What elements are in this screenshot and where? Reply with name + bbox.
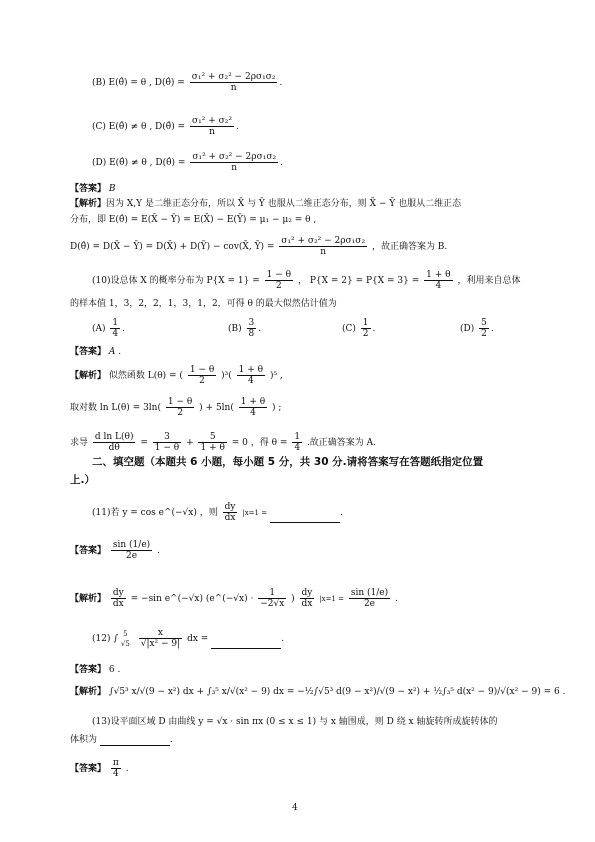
q13-stem-line-2 (70, 734, 173, 746)
q10-option-b: (B) $\frac{3}{8}$ . (228, 318, 262, 339)
text: = 0 ，得 θ = (231, 438, 288, 448)
text: . (339, 508, 343, 518)
numerator: dy (224, 502, 236, 512)
text: . (169, 735, 173, 745)
q10-stem-line-1 (92, 270, 520, 291)
analysis-fraction (279, 236, 367, 257)
analysis-tag: 【解析】 (70, 199, 107, 209)
q11-answer (70, 540, 160, 561)
fraction (349, 588, 390, 609)
numerator: x (157, 628, 163, 638)
answer-value: A . (108, 347, 122, 357)
denominator: n (279, 246, 367, 257)
q9-option-b-fraction (190, 72, 278, 93)
option-label: (A) (92, 324, 106, 334)
denominator: 4 (294, 443, 301, 453)
text: = (140, 438, 148, 448)
denominator: dθ (93, 442, 136, 453)
fraction (111, 540, 152, 561)
q10-answer (70, 346, 121, 358)
numerator: σ₁² + σ₂² (191, 116, 232, 126)
fraction (198, 432, 226, 453)
numerator: 1 (269, 588, 276, 598)
q9-analysis-line-2: 分布，即 E(θ̂) = E(X̄ − Ȳ) = E(X̄) − E(Ȳ) = μ₁ − μ₂ = θ , (70, 215, 317, 225)
text: )⁵ , (269, 371, 283, 381)
numerator: 5 (481, 318, 487, 328)
q11-analysis (70, 588, 398, 609)
text: )³( (221, 371, 232, 381)
fraction (258, 588, 286, 609)
q10-analysis-line-2 (70, 397, 281, 418)
text: |x=1 = (242, 509, 268, 517)
q13-answer (70, 758, 129, 779)
answer-value: B (108, 184, 116, 194)
numerator: sin (1/e) (350, 588, 389, 598)
q9-option-b: (B) E(θ̂) = θ , D(θ̂) = $\frac{\text{σ₁² + σ₂² − 2ρσ₁σ₂}}{n}$ . (92, 72, 283, 93)
q10-option-a: (A) $\frac{1}{4}$ . (92, 318, 126, 339)
stem-part: ，利用来自总体 (457, 276, 521, 286)
stem-part: ， P{X = 2} = P{X = 3} = (297, 276, 420, 286)
text: 体积为 (70, 735, 98, 745)
denominator: 4 (239, 407, 267, 418)
denominator: 1 − θ (154, 443, 180, 453)
q9-option-b-left: (B) E(θ̂) = θ , D(θ̂) = (92, 78, 185, 88)
denominator: n (190, 162, 278, 173)
numerator: 5 (209, 432, 216, 442)
text: .故正确答案为 A. (306, 438, 377, 448)
fraction (292, 432, 302, 453)
numerator: 1 (112, 318, 119, 328)
fraction (139, 628, 182, 649)
numerator: π (112, 758, 119, 768)
option-label: (D) (460, 324, 475, 334)
q9-analysis-line-3 (70, 236, 447, 257)
text: (11)若 y = cos e^(−√x) ，则 (92, 508, 218, 518)
analysis-text: ∫√5³ x/√(9 − x²) dx + ∫₃⁵ x/√(x² − 9) dx = −½∫√5³ d(9 − x²)/√(9 − x²) + ½∫₃⁵ d(x² − 9)/√(x² − 9) = 6 . (108, 687, 566, 697)
text: 取对数 ln L(θ) = 3ln( (70, 403, 161, 413)
fraction (237, 365, 265, 386)
denominator: dx (300, 598, 315, 609)
q9-option-d-left: (D) E(θ̂) ≠ θ , D(θ̂) = (92, 158, 186, 168)
fraction (111, 758, 121, 779)
numerator: 1 + θ (238, 365, 264, 375)
q11-stem (92, 502, 343, 523)
numerator: 1 + θ (240, 397, 266, 407)
analysis-right: ，故正确答案为 B. (371, 242, 448, 252)
answer-blank[interactable] (270, 513, 340, 523)
numerator: 1 − θ (167, 397, 193, 407)
text: 似然函数 L(θ) = ( (108, 371, 183, 381)
answer-tag: 【答案】 (70, 665, 107, 675)
denominator: 2 (265, 280, 293, 291)
option-fraction (110, 318, 120, 339)
option-fraction (479, 318, 489, 339)
numerator: 3 (164, 432, 170, 442)
q9-analysis-line-1 (70, 198, 461, 210)
q9-option-c-left: (C) E(θ̂) ≠ θ , D(θ̂) = (92, 122, 186, 132)
numerator: 1 (294, 432, 301, 442)
section-heading-cont: 上.） (70, 474, 95, 486)
text: . (125, 764, 129, 774)
q9-option-c: (C) E(θ̂) ≠ θ , D(θ̂) = $\frac{\text{σ₁² + σ₂²}}{n}$ . (92, 116, 239, 137)
denominator: −2√x (260, 599, 285, 609)
text: . (395, 594, 398, 604)
q12-analysis (70, 686, 565, 698)
denominator: n (190, 126, 234, 137)
q9-option-d: (D) E(θ̂) ≠ θ , D(θ̂) = $\frac{\text{σ₁² + σ₂² − 2ρσ₁σ₂}}{n}$ . (92, 152, 283, 173)
q10-stem-line-2: 的样本值 1，3，2，2，1，3，1，2，可得 θ 的最大似然估计值为 (70, 299, 337, 309)
numerator: 1 + θ (426, 270, 451, 280)
answer-blank[interactable] (100, 736, 170, 746)
q9-option-c-fraction (190, 116, 234, 137)
q13-stem-line-1: (13)设平面区域 D 由曲线 y = √x · sin πx (0 ≤ x ≤ 1) 与 x 轴围成，则 D 绕 x 轴旋转所成旋转体的 (92, 717, 498, 727)
text: = −sin e^(−√x) (e^(−√x) · (130, 594, 254, 604)
q12-answer (70, 664, 120, 676)
numerator: 3 (248, 318, 255, 328)
denominator: 4 (237, 375, 265, 386)
q10-fraction-1 (265, 270, 293, 291)
fraction (239, 397, 267, 418)
denominator: 2e (111, 550, 152, 561)
denominator: dx (111, 598, 126, 609)
answer-tag: 【答案】 (70, 764, 107, 774)
fraction (153, 432, 181, 453)
numerator: 1 − θ (189, 365, 215, 375)
numerator: σ₁² + σ₂² − 2ρσ₁σ₂ (281, 236, 366, 246)
integral-limits (119, 629, 132, 649)
denominator: dx (223, 512, 238, 523)
text: ) + 5ln( (199, 403, 234, 413)
q12-stem (92, 628, 284, 649)
analysis-tag: 【解析】 (70, 594, 107, 604)
numerator: 1 (362, 318, 369, 328)
fraction (166, 397, 194, 418)
lower-limit: √5 (120, 639, 130, 648)
text: |x=1 = (319, 595, 344, 603)
section-heading: 二、填空题（本题共 6 小题，每小题 5 分，共 30 分.请将答案写在答题纸指定位置 (92, 456, 484, 468)
text: (12) ∫ (92, 634, 119, 644)
q10-option-c: (C) $\frac{1}{2}$ . (342, 318, 376, 339)
denominator: 2 (166, 407, 194, 418)
numerator: dy (301, 588, 313, 598)
answer-tag: 【答案】 (70, 546, 107, 556)
numerator: sin (1/e) (112, 540, 151, 550)
fraction (188, 365, 216, 386)
fraction (223, 502, 238, 523)
denominator: 4 (424, 280, 452, 291)
denominator: √|x² − 9| (140, 639, 181, 649)
page-number: 4 (292, 803, 298, 813)
text: ) ; (272, 403, 282, 413)
analysis-tag: 【解析】 (70, 371, 107, 381)
numerator: σ₁² + σ₂² − 2ρσ₁σ₂ (191, 72, 276, 82)
denominator: 4 (112, 329, 119, 339)
option-fraction (361, 318, 371, 339)
denominator: 4 (111, 768, 121, 779)
denominator: 2e (349, 598, 390, 609)
denominator: 2 (362, 329, 369, 339)
option-fraction (247, 318, 257, 339)
answer-blank[interactable] (211, 639, 281, 649)
stem-part: (10)设总体 X 的概率分布为 P{X = 1} = (92, 276, 260, 286)
text: . (157, 546, 160, 556)
analysis-left: D(θ̂) = D(X̄ − Ȳ) = D(X̄) + D(Ȳ) − cov(X̄, Ȳ) = (70, 242, 275, 252)
q10-option-d: (D) $\frac{5}{2}$ . (460, 318, 494, 339)
text: + (186, 438, 194, 448)
text: . (281, 634, 285, 644)
text: ) (291, 594, 295, 604)
q10-analysis-line-1 (70, 365, 283, 386)
answer-value: 6 . (108, 665, 121, 675)
denominator: 2 (481, 329, 487, 339)
denominator: 1 + θ (200, 443, 225, 453)
q9-option-d-fraction (190, 152, 278, 173)
text: dx = (187, 634, 209, 644)
answer-tag: 【答案】 (70, 184, 107, 194)
q10-analysis-line-3 (70, 432, 376, 453)
numerator: 1 − θ (266, 270, 292, 280)
fraction (111, 588, 126, 609)
option-label: (C) (342, 324, 356, 334)
option-label: (B) (228, 324, 242, 334)
numerator: dy (112, 588, 124, 598)
upper-limit: 5 (123, 629, 128, 638)
fraction (93, 432, 136, 453)
numerator: d ln L(θ) (94, 432, 134, 442)
numerator: σ₁² + σ₂² − 2ρσ₁σ₂ (192, 152, 277, 162)
denominator: 2 (188, 375, 216, 386)
q10-fraction-2 (424, 270, 452, 291)
denominator: 8 (248, 329, 255, 339)
analysis-tag: 【解析】 (70, 687, 107, 697)
fraction (300, 588, 315, 609)
answer-tag: 【答案】 (70, 347, 107, 357)
text: 求导 (70, 438, 89, 448)
denominator: n (190, 82, 278, 93)
analysis-text: 因为 X,Y 是二维正态分布，所以 X̄ 与 Ȳ 也服从二维正态分布，则 X̄ − Ȳ 也服从二维正态 (106, 199, 462, 209)
q9-answer (70, 183, 116, 195)
